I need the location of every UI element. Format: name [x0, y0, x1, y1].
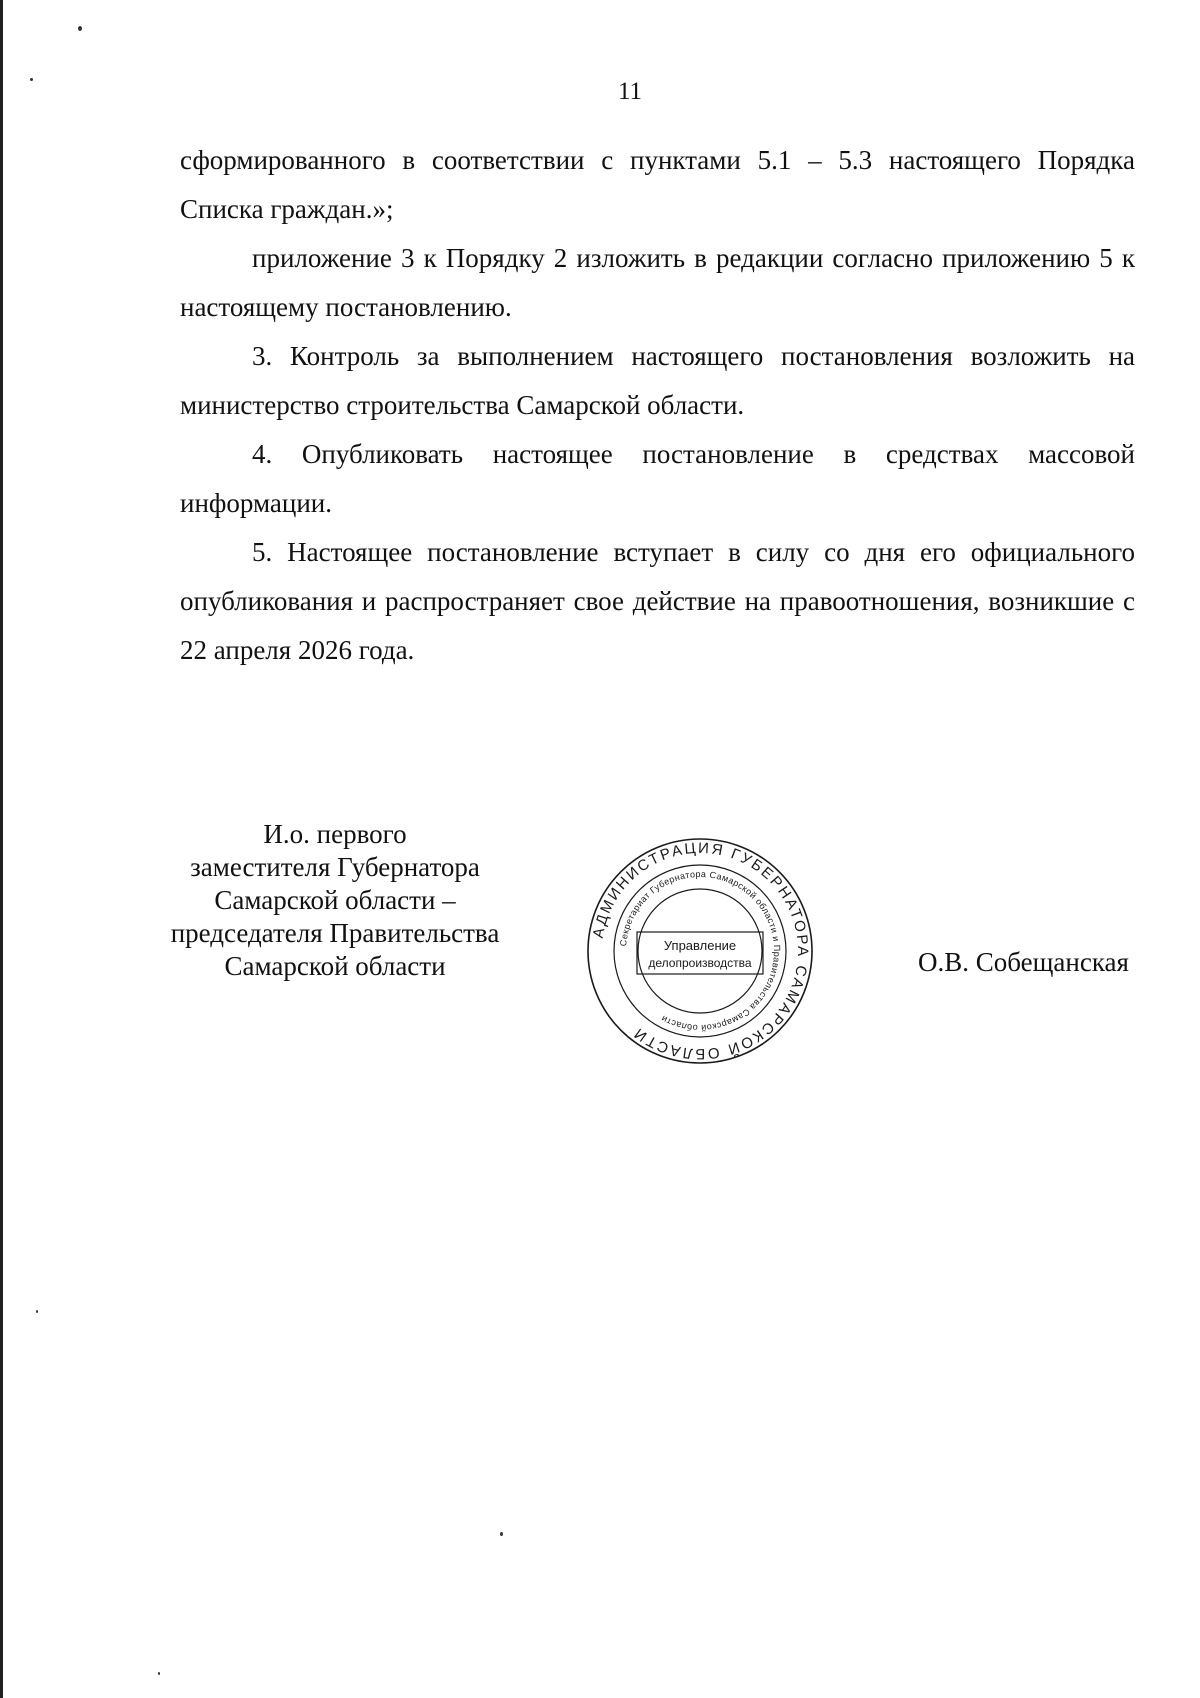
signer-name: О.В. Собещанская: [918, 947, 1129, 977]
scan-left-edge: [0, 0, 3, 1698]
signatory-title: [150, 818, 520, 983]
seal-inner-text: Секретариат Губернатора Самарской области и Правительства Самарской области: [618, 868, 783, 1034]
signatory-title-line: председателя Правительства: [170, 918, 500, 948]
paragraph-effective-date: 5. Настоящее постановление вступает в силу со дня его официального опубликования и распространяет свое действие на правоотношения, возникшие с 22 апреля 2026 года.: [180, 537, 1135, 665]
signatory-title-line: И.о. первого: [263, 819, 407, 849]
signatory-title-line: заместителя Губернатора: [190, 852, 480, 882]
scan-speck: [158, 1672, 160, 1675]
seal-outer-text: АДМИНИСТРАЦИЯ ГУБЕРНАТОРА САМАРСКОЙ ОБЛАСТИ: [589, 839, 812, 1063]
signatory-title-line: Самарской области –: [214, 885, 456, 915]
paragraph-publication: 4. Опубликовать настоящее постановление в средствах массовой информации.: [180, 439, 1135, 518]
seal-center-line: делопроизводства: [648, 956, 752, 970]
official-seal: [585, 836, 815, 1066]
scan-speck: [36, 1310, 38, 1313]
scan-speck: [500, 1532, 503, 1536]
document-body: [180, 136, 1135, 675]
paragraph-appendix-amendment: приложение 3 к Порядку 2 изложить в редакции согласно приложению 5 к настоящему постановлению.: [180, 243, 1135, 322]
seal-center-line: Управление: [663, 938, 737, 953]
paragraph-continuation: сформированного в соответствии с пунктами 5.1 – 5.3 настоящего Порядка Списка граждан.»;: [180, 145, 1135, 224]
scan-speck: [78, 26, 82, 31]
signatory-title-line: Самарской области: [224, 951, 446, 981]
paragraph-control: 3. Контроль за выполнением настоящего постановления возложить на министерство строительства Самарской области.: [180, 341, 1135, 420]
page-number: 11: [617, 78, 643, 105]
